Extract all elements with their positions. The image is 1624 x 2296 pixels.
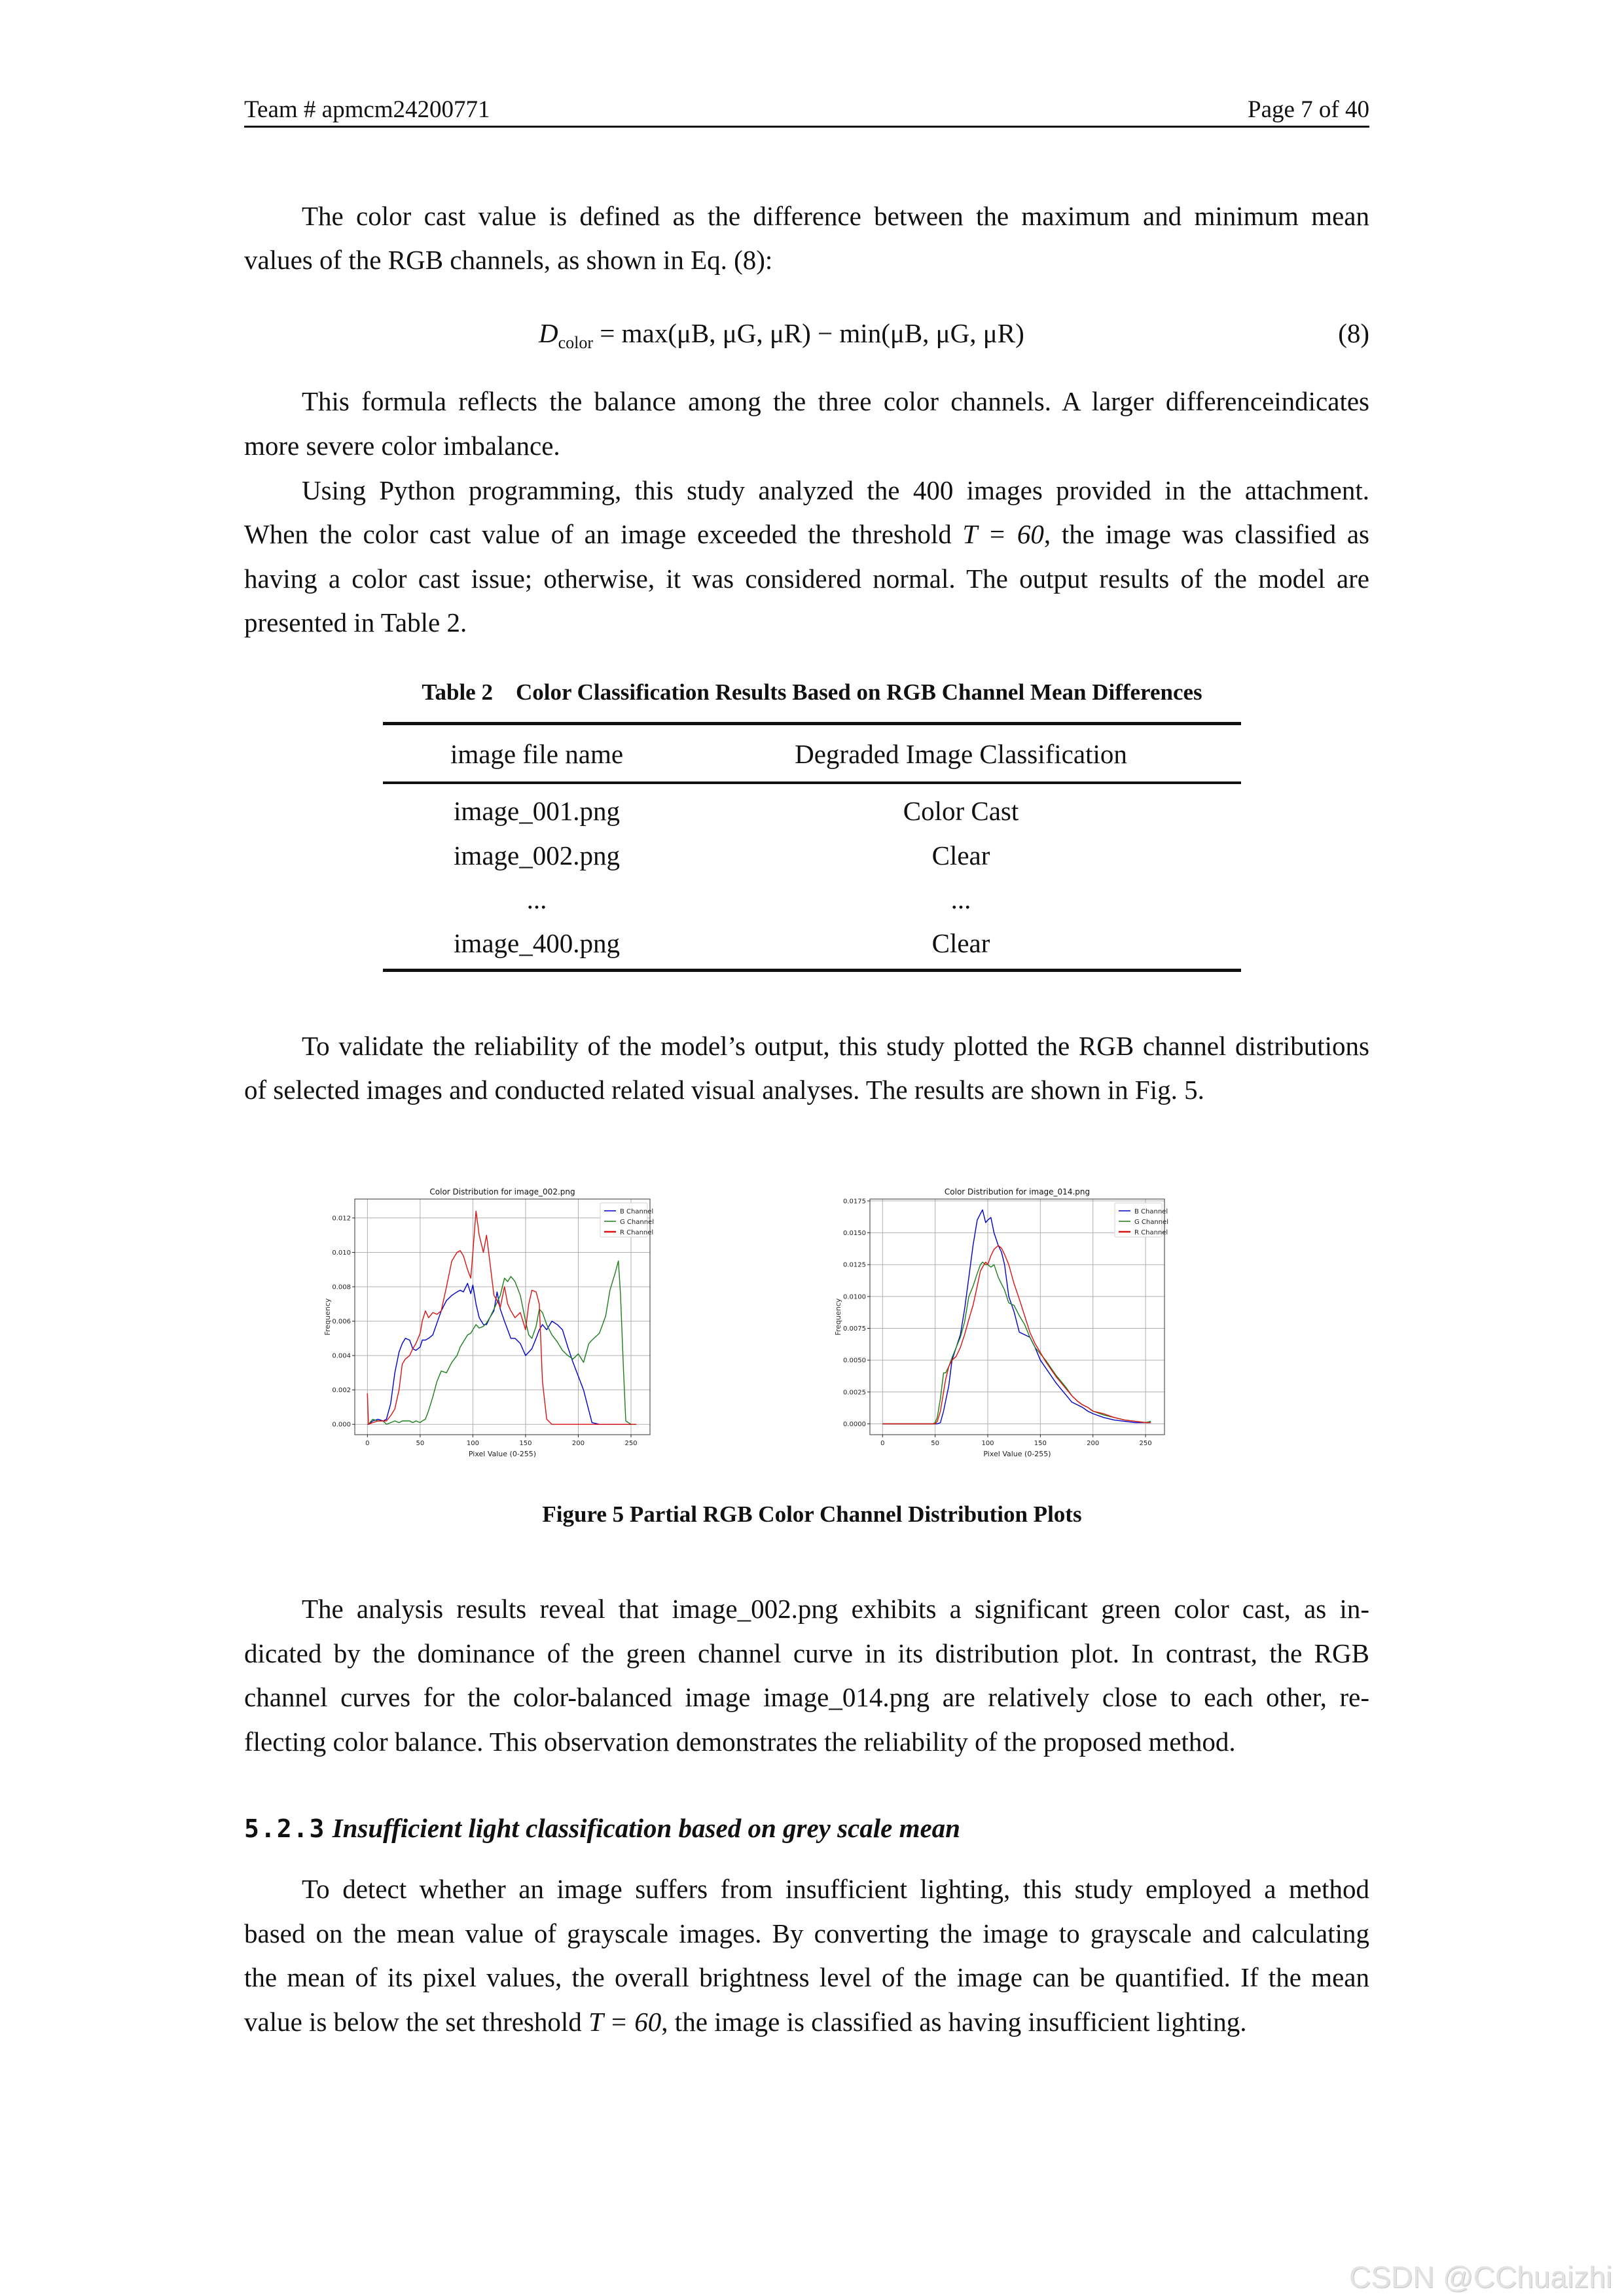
svg-text:100: 100 [981,1440,994,1447]
svg-text:150: 150 [519,1440,532,1447]
svg-text:150: 150 [1034,1440,1047,1447]
paragraph-line: dicated by the dominance of the green channel curve in its distribution plot. In contrast, the RGB [244,1638,1369,1668]
header-rule [244,126,1369,128]
svg-text:50: 50 [931,1440,940,1447]
table-cell-filename: image_002.png [454,840,620,870]
table-header-classification: Degraded Image Classification [795,739,1127,769]
table-top-rule [383,722,1241,725]
svg-text:0.000: 0.000 [332,1421,351,1429]
svg-text:0.004: 0.004 [332,1352,351,1360]
header-team: Team # apmcm24200771 [244,96,490,123]
equation-8 [539,317,1024,353]
chart-image-014-color-distribution [831,1165,1290,1460]
svg-text:G Channel: G Channel [620,1219,654,1226]
table-header-filename: image file name [450,739,624,769]
equation-lhs-subscript: color [558,333,594,353]
svg-text:R Channel: R Channel [620,1229,654,1236]
svg-text:G Channel: G Channel [1134,1219,1168,1226]
svg-text:0.0100: 0.0100 [843,1293,866,1301]
table-cell-classification: Clear [931,928,990,958]
figure-caption: Figure 5 Partial RGB Color Channel Distribution Plots [542,1501,1082,1527]
svg-text:0.010: 0.010 [332,1249,351,1257]
svg-text:Pixel Value (0-255): Pixel Value (0-255) [983,1450,1051,1458]
paragraph-line: flecting color balance. This observation demonstrates the reliability of the proposed method. [244,1727,1236,1757]
svg-text:0.0000: 0.0000 [843,1420,866,1428]
svg-text:0.0125: 0.0125 [843,1261,866,1269]
svg-text:0.0075: 0.0075 [843,1325,866,1333]
svg-text:Frequency: Frequency [834,1298,842,1336]
header-page-number: Page 7 of 40 [1248,96,1369,123]
paragraph-line: more severe color imbalance. [244,431,560,461]
table-caption: Table 2 Color Classification Results Based on RGB Channel Mean Differences [422,679,1202,705]
paragraph-line: based on the mean value of grayscale images. By converting the image to grayscale and calculating [244,1918,1369,1948]
svg-text:0: 0 [365,1440,370,1447]
svg-text:200: 200 [1087,1440,1100,1447]
table-cell-filename: image_001.png [454,796,620,826]
paragraph-line: The color cast value is defined as the difference between the maximum and minimum mean [302,201,1369,231]
svg-text:Color Distribution for image_0: Color Distribution for image_014.png [944,1187,1091,1196]
paragraph-line: values of the RGB channels, as shown in Eq. (8): [244,245,773,275]
paragraph-line: channel curves for the color-balanced image image_014.png are relatively close to each other, re- [244,1682,1369,1712]
svg-text:Frequency: Frequency [323,1298,332,1336]
equation-lhs: D [539,318,558,348]
section-title: Insufficient light classification based on grey scale mean [332,1813,960,1843]
paragraph-line: Using Python programming, this study analyzed the 400 images provided in the attachment. [302,475,1369,505]
svg-text:200: 200 [571,1440,585,1447]
svg-text:100: 100 [466,1440,479,1447]
svg-text:Pixel Value (0-255): Pixel Value (0-255) [468,1450,537,1458]
watermark: CSDN @CChuaizhi [1348,2260,1612,2294]
svg-text:B Channel: B Channel [1134,1208,1168,1215]
table-cell-classification: Color Cast [903,796,1019,826]
table-cell-filename: ... [526,884,547,914]
threshold-value: T = 60 [962,519,1044,549]
paragraph-line: the mean of its pixel values, the overall brightness level of the image can be quantified. If the mean [244,1962,1369,1992]
paragraph-line: of selected images and conducted related visual analyses. The results are shown in Fig. 5. [244,1075,1204,1105]
svg-text:250: 250 [624,1440,638,1447]
table-cell-classification: ... [950,884,971,914]
paragraph-line: having a color cast issue; otherwise, it was considered normal. The output results of the model are [244,564,1369,594]
section-heading [244,1812,960,1844]
svg-text:250: 250 [1139,1440,1152,1447]
threshold-value: T = 60 [588,2007,662,2037]
chart-image-002-color-distribution [321,1165,779,1460]
svg-text:Color Distribution for image_0: Color Distribution for image_002.png [429,1187,575,1196]
svg-text:50: 50 [416,1440,425,1447]
table-cell-filename: image_400.png [454,928,620,958]
equation-number: (8) [1338,318,1369,348]
table-cell-classification: Clear [931,840,990,870]
svg-text:0.0175: 0.0175 [843,1198,866,1206]
svg-text:0.012: 0.012 [332,1215,351,1223]
svg-text:0.0150: 0.0150 [843,1230,866,1238]
svg-text:0.006: 0.006 [332,1318,351,1326]
svg-text:0: 0 [880,1440,885,1447]
paragraph-line: This formula reflects the balance among the three color channels. A larger differenceindicates [302,386,1369,416]
svg-text:0.002: 0.002 [332,1387,351,1395]
paragraph-line: To detect whether an image suffers from insufficient lighting, this study employed a method [302,1874,1369,1904]
paragraph-line-with-threshold: When the color cast value of an image exceeded the threshold T = 60, the image was classified as [244,519,1370,549]
equation-rhs: = max(μB, μG, μR) − min(μB, μG, μR) [600,318,1024,348]
svg-text:0.0050: 0.0050 [843,1357,866,1365]
paragraph-line: presented in Table 2. [244,607,467,637]
table-bottom-rule [383,969,1241,972]
paragraph-line: The analysis results reveal that image_002.png exhibits a significant green color cast, as in- [302,1594,1369,1624]
svg-text:0.008: 0.008 [332,1283,351,1291]
svg-text:0.0025: 0.0025 [843,1389,866,1397]
svg-text:B Channel: B Channel [620,1208,654,1215]
paragraph-line-with-threshold: value is below the set threshold T = 60, the image is classified as having insufficient lighting. [244,2007,1247,2037]
paragraph-line: To validate the reliability of the model’s output, this study plotted the RGB channel distributions [302,1031,1369,1061]
svg-text:R Channel: R Channel [1134,1229,1168,1236]
section-number: 5.2.3 [244,1814,326,1843]
table-mid-rule [383,781,1241,784]
